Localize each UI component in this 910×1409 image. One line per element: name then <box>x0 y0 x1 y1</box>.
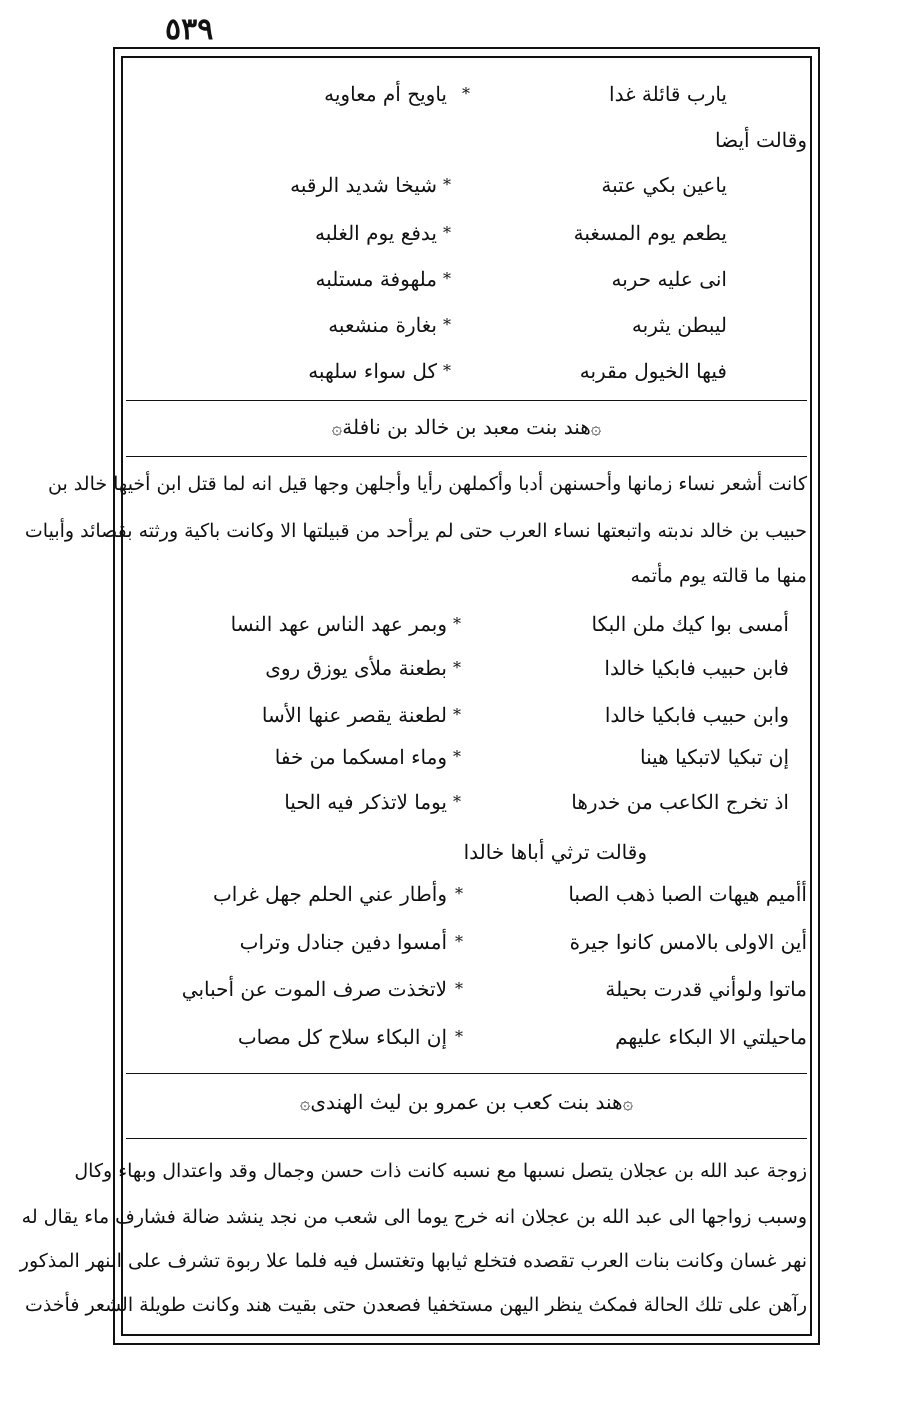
prose-line: وسبب زواجها الى عبد الله بن عجلان انه خرج يوما الى شعب من نجد ينشد ضالة فشارف ماء يقال له <box>21 1206 807 1228</box>
verse-separator-star: * <box>453 614 461 633</box>
verse <box>126 1025 807 1065</box>
second-hemistich: شيخا شديد الرقبه <box>290 173 437 197</box>
ornament-left: ۞ <box>299 1093 311 1114</box>
verse-separator-star: * <box>455 932 463 951</box>
verse <box>126 977 807 1017</box>
second-hemistich: كل سواء سلهبه <box>308 359 437 383</box>
divider <box>126 1138 807 1139</box>
second-hemistich: يوما لاتذكر فيه الحيا <box>284 790 447 814</box>
first-hemistich: وابن حبيب فابكيا خالدا <box>604 703 789 727</box>
first-hemistich: أمسى بوا كيك ملن البكا <box>591 612 789 636</box>
second-hemistich: يدفع يوم الغلبه <box>315 221 437 245</box>
verse-separator-star: * <box>455 979 463 998</box>
verse <box>126 267 807 307</box>
first-hemistich: فابن حبيب فابكيا خالدا <box>604 656 789 680</box>
second-hemistich: لطعنة يقصر عنها الأسا <box>261 703 447 727</box>
verse-separator-star: * <box>453 658 461 677</box>
verse-separator-star: * <box>453 747 461 766</box>
second-hemistich: وماء امسكما من خفا <box>274 745 447 769</box>
first-hemistich: إن تبكيا لاتبكيا هينا <box>640 745 789 769</box>
verse <box>126 656 807 696</box>
prose-line: كانت أشعر نساء زمانها وأحسنهن أدبا وأكملهن رأيا وأجلهن وجها قيل انه لما قتل ابن أخيها خالد بن <box>48 473 807 495</box>
verse-separator-star: * <box>443 315 451 334</box>
verse-separator-star: * <box>443 269 451 288</box>
verse <box>126 930 807 970</box>
second-hemistich: وأطار عني الحلم جهل غراب <box>212 882 447 906</box>
first-hemistich: ماحيلتي الا البكاء عليهم <box>615 1025 807 1049</box>
verse-separator-star: * <box>453 792 461 811</box>
verse <box>126 882 807 922</box>
divider <box>126 400 807 401</box>
section-label: وقالت أيضا <box>715 128 807 152</box>
second-hemistich: ملهوفة مستلبه <box>315 267 437 291</box>
verse <box>126 359 807 399</box>
divider <box>126 1073 807 1074</box>
verse-separator-star: * <box>455 884 463 903</box>
prose-line: حبيب بن خالد ندبته واتبعتها نساء العرب حتى لم يرأحد من قبيلتها الا وكانت باكية ورثته بقصائد وأبيات <box>24 520 807 542</box>
second-hemistich: إن البكاء سلاح كل مصاب <box>237 1025 447 1049</box>
first-hemistich: أين الاولى بالامس كانوا جيرة <box>569 930 807 954</box>
page-number: ٥٣٩ <box>165 12 214 47</box>
first-hemistich: يطعم يوم المسغبة <box>573 221 727 245</box>
first-hemistich: فيها الخيول مقربه <box>579 359 727 383</box>
ornament-right: ۞ <box>590 418 602 439</box>
first-hemistich: ليبطن يثربه <box>631 313 727 337</box>
ornament-left: ۞ <box>331 418 343 439</box>
verse <box>126 703 807 743</box>
prose-line: رآهن على تلك الحالة فمكث ينظر اليهن مستخفيا فصعدن حتى بقيت هند وكانت طويلة الشعر فأخذت <box>24 1294 807 1316</box>
first-hemistich: يارب قائلة غدا <box>609 82 727 106</box>
first-hemistich: انى عليه حربه <box>611 267 727 291</box>
verse-separator-star: * <box>443 175 451 194</box>
section-heading <box>126 415 807 439</box>
verse <box>126 82 807 122</box>
verse <box>126 313 807 353</box>
first-hemistich: ياعين بكي عتبة <box>601 173 727 197</box>
divider <box>126 456 807 457</box>
heading-text: هند بنت معبد بن خالد بن نافلة <box>342 415 591 439</box>
heading-text: هند بنت كعب بن عمرو بن ليث الهندى <box>310 1090 623 1114</box>
subsection-label: وقالت ترثي أباها خالدا <box>463 840 647 864</box>
first-hemistich: ماتوا ولوأني قدرت بحيلة <box>605 977 807 1001</box>
verse-separator-star: * <box>443 361 451 380</box>
verse-separator-star: * <box>453 705 461 724</box>
verse <box>126 745 807 785</box>
second-hemistich: بطعنة ملأى يوزق روى <box>265 656 447 680</box>
verse-separator-star: * <box>443 223 451 242</box>
prose-line: نهر غسان وكانت بنات العرب تقصده فتخلع ثيابها وتغتسل فيه فلما علا ربوة تشرف على النهر المذكور <box>19 1250 807 1272</box>
verse <box>126 790 807 830</box>
verse <box>126 221 807 261</box>
verse-separator-star: * <box>462 84 470 103</box>
verse-separator-star: * <box>455 1027 463 1046</box>
second-hemistich: بغارة منشعبه <box>328 313 437 337</box>
section-heading <box>126 1090 807 1114</box>
prose-line: منها ما قالته يوم مأتمه <box>630 565 807 587</box>
ornament-right: ۞ <box>622 1093 634 1114</box>
prose-line: زوجة عبد الله بن عجلان يتصل نسبها مع نسبه كانت ذات حسن وجمال وقد واعتدال وبهاء وكال <box>74 1160 807 1182</box>
verse <box>126 612 807 652</box>
second-hemistich: وبمر عهد الناس عهد النسا <box>230 612 447 636</box>
first-hemistich: أأميم هيهات الصبا ذهب الصبا <box>568 882 807 906</box>
first-hemistich: اذ تخرج الكاعب من خدرها <box>571 790 789 814</box>
second-hemistich: ياويح أم معاويه <box>324 82 447 106</box>
second-hemistich: أمسوا دفين جنادل وتراب <box>239 930 447 954</box>
verse <box>126 173 807 213</box>
second-hemistich: لاتخذت صرف الموت عن أحبابي <box>181 977 447 1001</box>
